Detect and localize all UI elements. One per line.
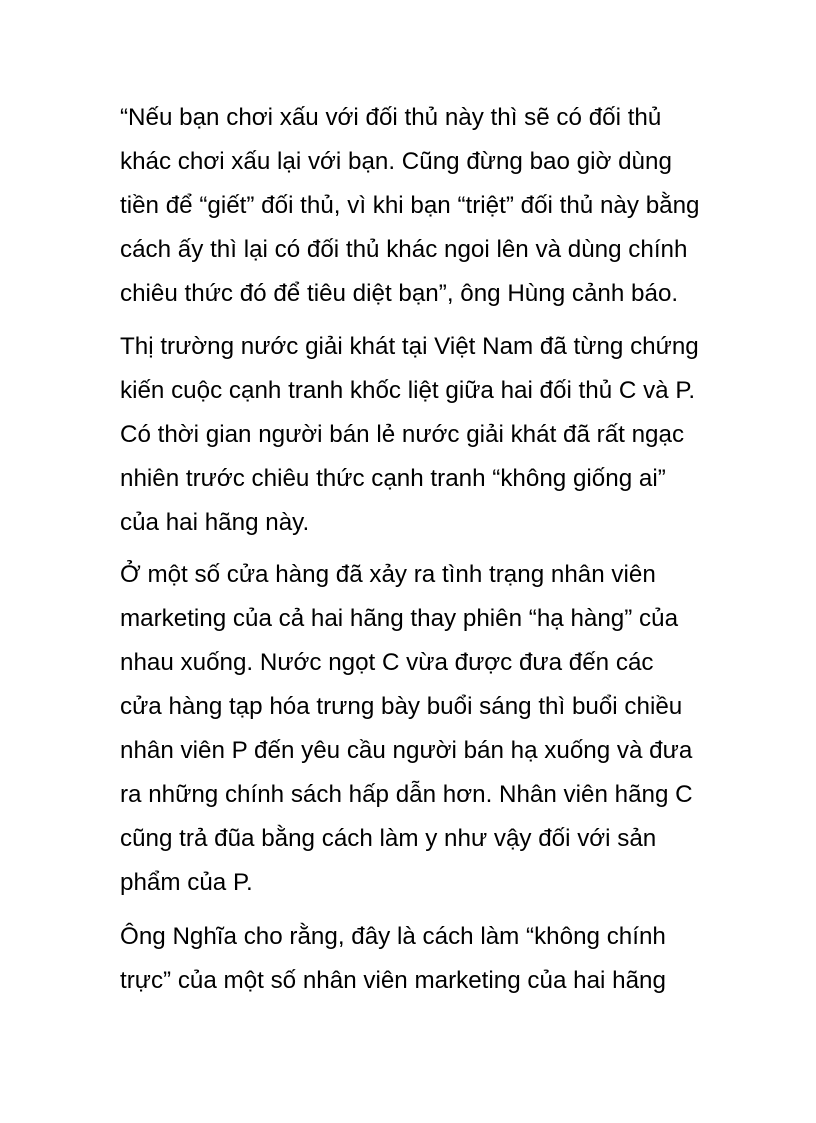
- text-line: của hai hãng này.: [120, 509, 310, 536]
- text-line: “Nếu bạn chơi xấu với đối thủ này thì sẽ có đối thủ: [120, 104, 662, 131]
- text-line: ra những chính sách hấp dẫn hơn. Nhân viên hãng C: [120, 781, 693, 808]
- text-line: nhân viên P đến yêu cầu người bán hạ xuống và đưa: [120, 737, 693, 764]
- text-line: cửa hàng tạp hóa trưng bày buổi sáng thì buổi chiều: [120, 693, 683, 720]
- text-line: marketing của cả hai hãng thay phiên “hạ hàng” của: [120, 605, 679, 632]
- paragraph-4: [120, 915, 666, 1003]
- text-line: Ông Nghĩa cho rằng, đây là cách làm “không chính: [120, 923, 666, 950]
- text-line: nhau xuống. Nước ngọt C vừa được đưa đến các: [120, 649, 654, 676]
- text-line: kiến cuộc cạnh tranh khốc liệt giữa hai đối thủ C và P.: [120, 377, 696, 404]
- text-line: tiền để “giết” đối thủ, vì khi bạn “triệt” đối thủ này bằng: [120, 192, 700, 219]
- paragraph-1: [120, 96, 700, 316]
- paragraph-3: [120, 553, 693, 905]
- text-line: nhiên trước chiêu thức cạnh tranh “không giống ai”: [120, 465, 666, 492]
- text-line: Có thời gian người bán lẻ nước giải khát đã rất ngạc: [120, 421, 685, 448]
- text-line: cách ấy thì lại có đối thủ khác ngoi lên và dùng chính: [120, 236, 688, 263]
- text-line: phẩm của P.: [120, 869, 253, 896]
- text-line: cũng trả đũa bằng cách làm y như vậy đối với sản: [120, 825, 657, 852]
- text-line: Thị trường nước giải khát tại Việt Nam đã từng chứng: [120, 333, 699, 360]
- text-line: Ở một số cửa hàng đã xảy ra tình trạng nhân viên: [120, 561, 656, 588]
- paragraph-2: [120, 325, 699, 545]
- text-line: trực” của một số nhân viên marketing của hai hãng: [120, 967, 666, 994]
- text-line: chiêu thức đó để tiêu diệt bạn”, ông Hùng cảnh báo.: [120, 280, 679, 307]
- text-line: khác chơi xấu lại với bạn. Cũng đừng bao giờ dùng: [120, 148, 672, 175]
